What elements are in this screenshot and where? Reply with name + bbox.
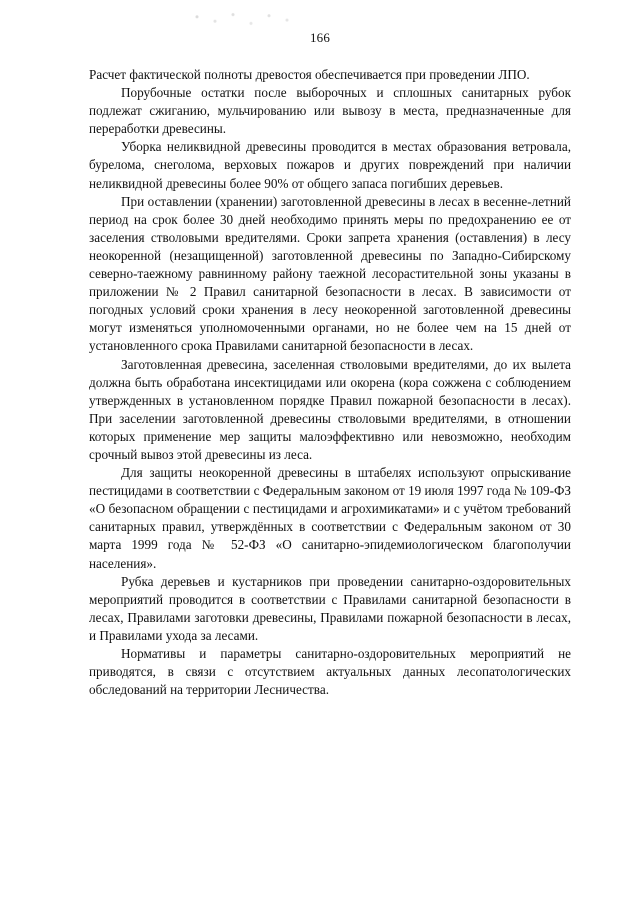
scan-artifact: [185, 8, 305, 30]
document-body: [89, 66, 571, 699]
paragraph-tree-cutting: Рубка деревьев и кустарников при проведении санитарно-оздоровительных мероприятий проводится в соответствии с Правилами санитарной безопасности в лесах, Правилами заготовки древесины, Правилами пожарной безопасности в лесах, и Правилами ухода за лесами.: [89, 573, 571, 643]
paragraph-infested-wood: Заготовленная древесина, заселенная стволовыми вредителями, до их вылета должна быть обработана инсектицидами или окорена (кора сожжена с соблюдением утвержденных в установленном порядке Правил пожарной безопасности в лесах). При заселении заготовленной древесины стволовыми вредителями, в отношении которых применение мер защиты малоэффективно или невозможно, необходим срочный вывоз этой древесины из леса.: [89, 356, 571, 462]
paragraph-calculation: Расчет фактической полноты древостоя обеспечивается при проведении ЛПО.: [89, 67, 530, 82]
paragraph-illiquid-wood: Уборка неликвидной древесины проводится в местах образования ветровала, бурелома, снеголома, верховых пожаров и других повреждений при наличии неликвидной древесины более 90% от общего запаса погибших деревьев.: [89, 139, 571, 191]
paragraph-wood-storage: При оставлении (хранении) заготовленной древесины в лесах в весенне-летний период на срок более 30 дней необходимо принять меры по предохранению ее от заселения стволовыми вредителями. Сроки запрета хранения (оставления) в лесу неокоренной (незащищенной) заготовленной древесины по Западно-Сибирскому северно-таежному равнинному району таежной лесорастительной зоны указаны в приложении № 2 Правил санитарной безопасности в лесах. В зависимости от погодных условий сроки хранения в лесу неокоренной заготовленной древесины могут изменяться уполномоченными органами, но не более чем на 15 дней от установленного срока Правилами санитарной безопасности в лесах.: [89, 193, 571, 354]
paragraph-pesticide-protection: Для защиты неокоренной древесины в штабелях используют опрыскивание пестицидами в соответствии с Федеральным законом от 19 июля 1997 года № 109-ФЗ «О безопасном обращении с пестицидами и агрохимикатами» и с учётом требований санитарных правил, утверждённых в соответствии с Федеральным законом от 30 марта 1999 года № 52-ФЗ «О санитарно-эпидемиологическом благополучии населения».: [89, 465, 571, 571]
paragraph-standards: Нормативы и параметры санитарно-оздоровительных мероприятий не приводятся, в связи с отсутствием актуальных данных лесопатологических обследований на территории Лесничества.: [89, 646, 571, 698]
page-number: 166: [309, 30, 331, 45]
paragraph-logging-residues: Порубочные остатки после выборочных и сплошных санитарных рубок подлежат сжиганию, мульчированию или вывозу в места, предназначенные для переработки древесины.: [89, 85, 571, 137]
